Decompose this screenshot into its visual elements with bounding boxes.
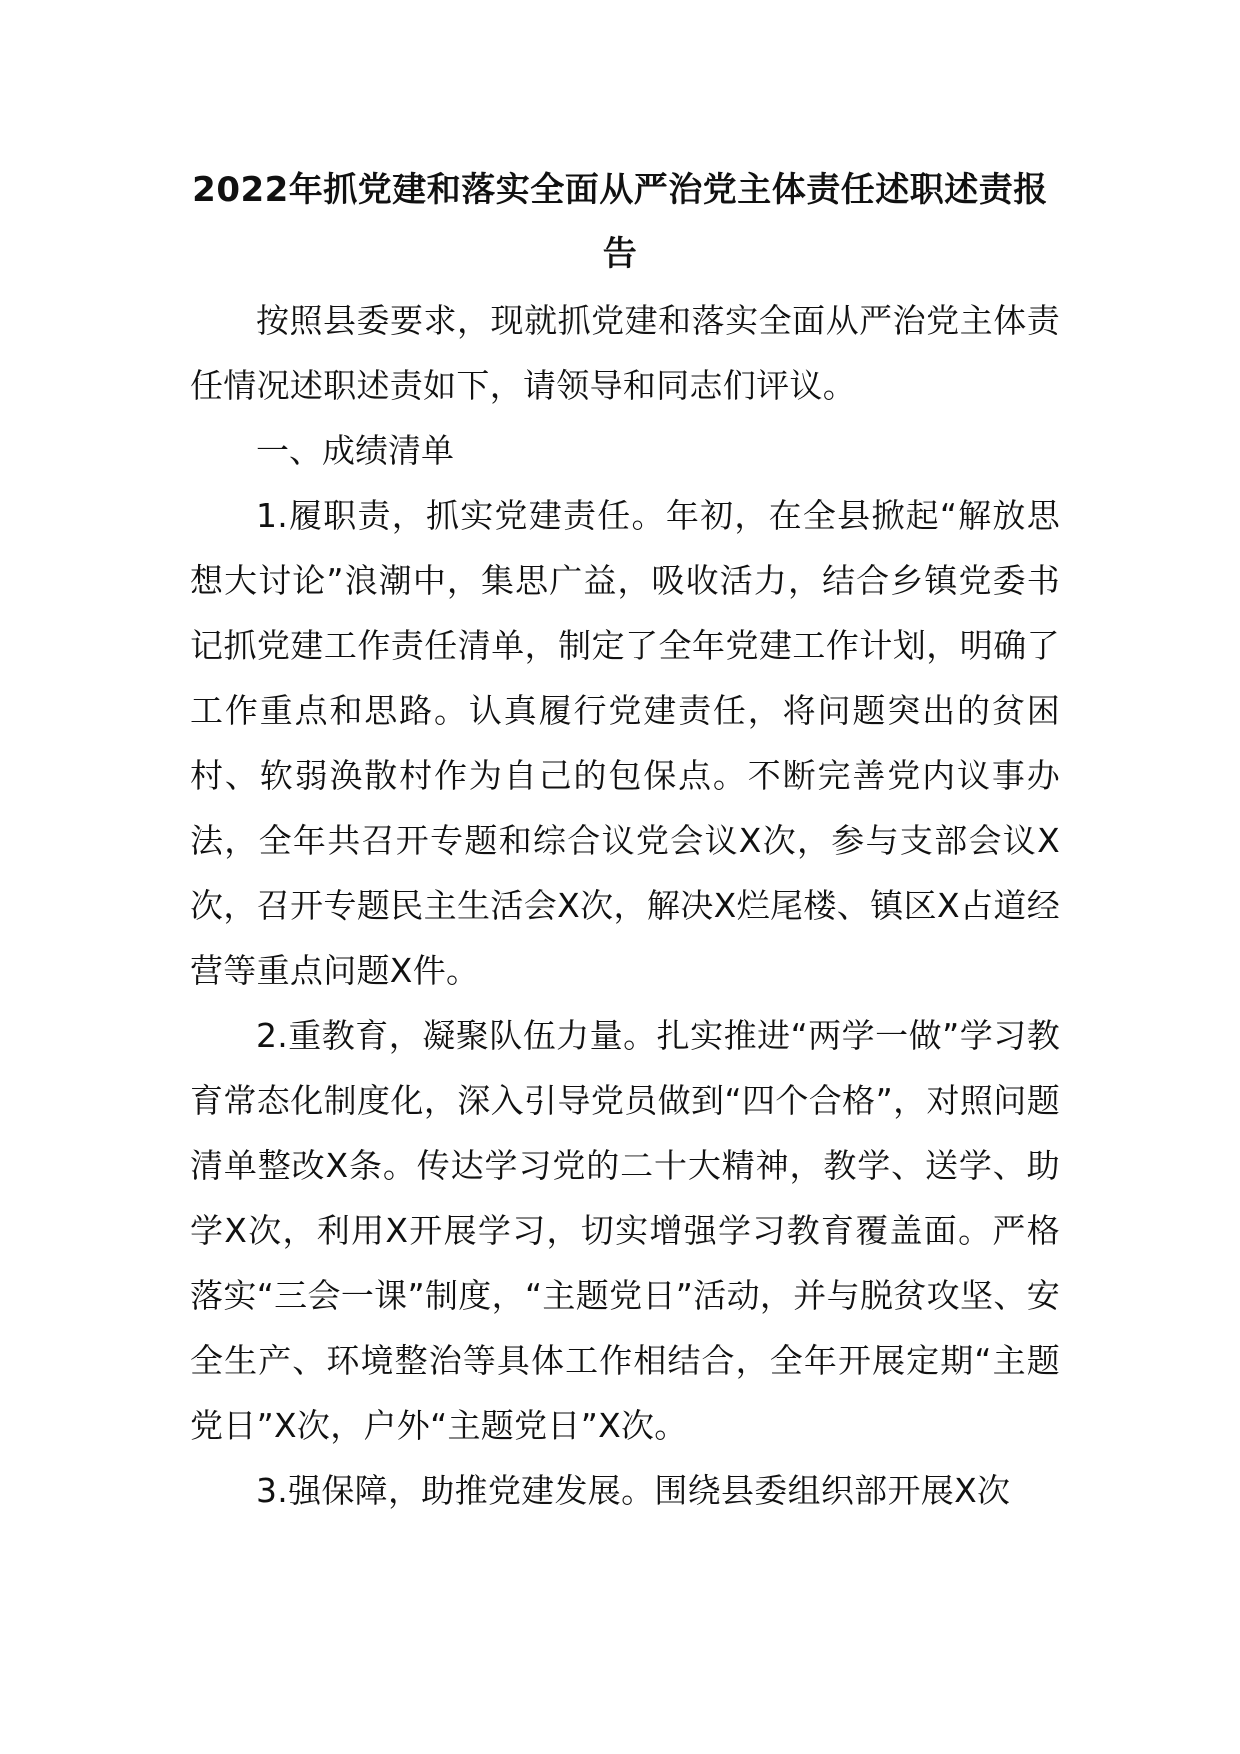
document-body [190, 288, 1060, 1523]
item-2-paragraph: 2.重教育，凝聚队伍力量。扎实推进“两学一做”学习教育常态化制度化，深入引导党员做到“四个合格”，对照问题清单整改X条。传达学习党的二十大精神，教学、送学、助学X次，利用X开展学习，切实增强学习教育覆盖面。严格落实“三会一课”制度，“主题党日”活动，并与脱贫攻坚、安全生产、环境整治等具体工作相结合，全年开展定期“主题党日”X次，户外“主题党日”X次。 [190, 1016, 1060, 1445]
intro-paragraph: 按照县委要求，现就抓党建和落实全面从严治党主体责任情况述职述责如下，请领导和同志们评议。 [190, 301, 1060, 405]
section-heading-achievements: 一、成绩清单 [256, 431, 454, 470]
item-1-paragraph: 1.履职责，抓实党建责任。年初，在全县掀起“解放思想大讨论”浪潮中，集思广益，吸收活力，结合乡镇党委书记抓党建工作责任清单，制定了全年党建工作计划，明确了工作重点和思路。认真履行党建责任，将问题突出的贫困村、软弱涣散村作为自己的包保点。不断完善党内议事办法，全年共召开专题和综合议党会议X次，参与支部会议X次，召开专题民主生活会X次，解决X烂尾楼、镇区X占道经营等重点问题X件。 [190, 496, 1060, 990]
item-3-paragraph: 3.强保障，助推党建发展。围绕县委组织部开展X次 [256, 1471, 1011, 1510]
document-title: 2022年抓党建和落实全面从严治党主体责任述职述责报告 [192, 170, 1048, 274]
